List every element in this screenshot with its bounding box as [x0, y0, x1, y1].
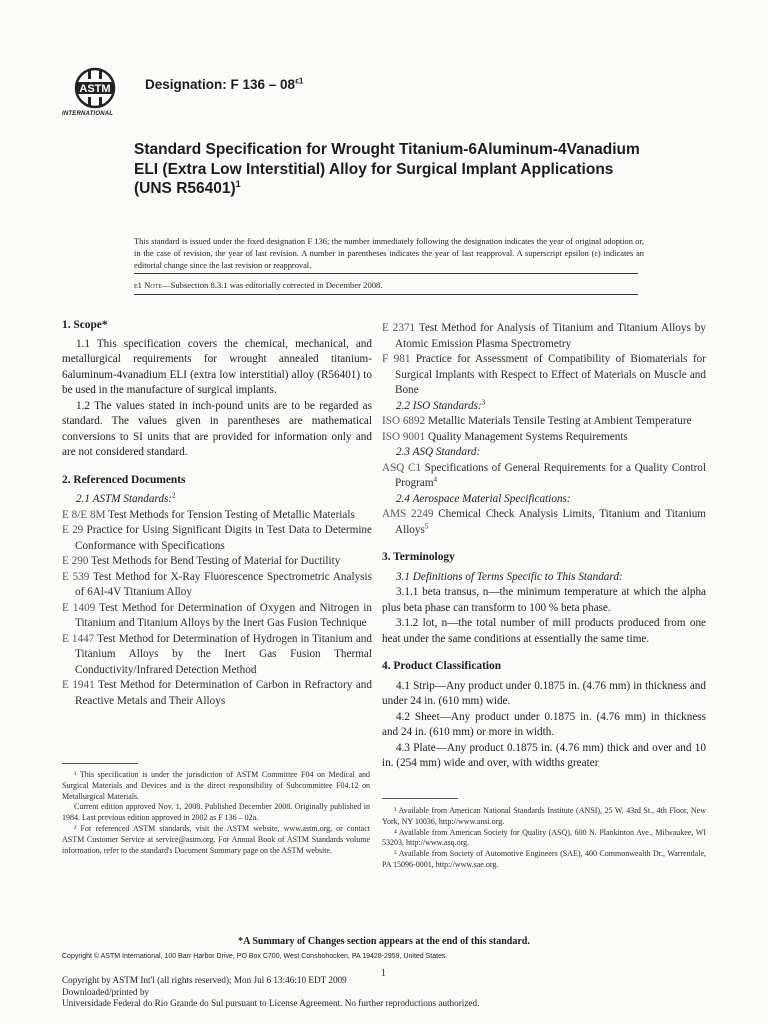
footnote: Current edition approved Nov. 1, 2008. Published December 2008. Originally published in 1984. Last previous edition approved in 2002 as F 136 – 02a.: [62, 802, 370, 823]
reference-item: [62, 601, 372, 632]
reference-item: [62, 678, 372, 709]
download-stamp: [62, 975, 479, 1010]
issuance-notice: This standard is issued under the fixed designation F 136; the number immediately following the designation indicates the year of original adoption or, in the case of revision, the year of last revision. A number in parentheses indicates the year of last reapproval. A superscript epsilon (ε) indicates an editorial change since the last revision or reapproval.: [134, 237, 644, 270]
section-heading: 4. Product Classification: [382, 660, 502, 672]
reference-item: [382, 414, 706, 430]
ref-title: Test Method for Analysis of Titanium and Titanium Alloys by Atomic Emission Plasma Spectrometry: [395, 322, 706, 350]
ref-title: Test Methods for Tension Testing of Metallic Materials: [105, 508, 355, 521]
ref-code: E 8/E 8M: [62, 508, 106, 521]
designation: [145, 77, 303, 92]
note-label: ε1 Note: [134, 280, 162, 290]
reference-item: [382, 461, 706, 492]
ref-code: E 1941: [62, 679, 95, 691]
reference-item: [382, 430, 706, 446]
astm-label: 2.1 ASTM Standards:: [76, 493, 173, 505]
footnote-divider: [62, 763, 138, 764]
ref-title: Quality Management Systems Requirements: [425, 430, 628, 443]
ref-title: Test Method for Determination of Hydrogen in Titanium and Titanium Alloys by the Inert Gas Fusion Thermal Conductivity/Infrared Detection Method: [75, 632, 372, 676]
aero-label: 2.4 Aerospace Material Specifications:: [396, 492, 571, 505]
ref-title: Test Methods for Bend Testing of Material for Ductility: [88, 555, 341, 567]
paragraph: 3.1.2 lot, n—the total number of mill products produced from one heat under the same conditions at essentially the same time.: [382, 617, 706, 645]
section-heading: 2. Referenced Documents: [62, 473, 186, 486]
iso-label: 2.2 ISO Standards:: [396, 399, 482, 412]
reference-item: [382, 507, 706, 538]
download-line: Copyright by ASTM Int'l (all rights reserved); Mon Jul 6 13:46:10 EDT 2009: [62, 975, 347, 985]
ref-code: ISO 6892: [382, 415, 426, 427]
ref-title: Test Method for X-Ray Fluorescence Spectrometric Analysis of 6Al-4V Titanium Alloy: [75, 570, 372, 598]
ref-code: AMS 2249: [382, 508, 434, 520]
ref-code: F 981: [382, 353, 411, 365]
reference-item: [382, 321, 706, 352]
svg-text:ASTM: ASTM: [79, 83, 111, 95]
ref-title: Test Method for Determination of Oxygen and Nitrogen in Titanium and Titanium Alloys by the Inert Gas Fusion Technique: [75, 601, 372, 629]
footnote-ref: 5: [424, 521, 429, 530]
download-line: Downloaded/printed by: [62, 986, 150, 997]
ref-code: E 1409: [62, 601, 96, 614]
left-column: [62, 318, 372, 709]
editorial-note: [134, 280, 383, 290]
ref-code: ASQ C1: [382, 461, 422, 474]
ref-title: Practice for Using Significant Digits in Test Data to Determine Conformance with Specifications: [75, 524, 372, 552]
copyright-line: Copyright © ASTM International, 100 Barr Harbor Drive, PO Box C700, West Conshohocken, PA 19428-2959, United States.: [62, 953, 448, 960]
ref-title: Practice for Assessment of Compatibility of Biomaterials for Surgical Implants with Respect to Effect of Materials on Muscle and Bone: [395, 353, 706, 396]
footnotes-left: [62, 770, 370, 856]
section-heading: 3. Terminology: [382, 551, 455, 563]
ref-title: Test Method for Determination of Carbon in Refractory and Reactive Metals and Their Alloys: [75, 679, 372, 707]
ref-code: E 1447: [62, 632, 95, 645]
ref-title: Specifications of General Requirements for a Quality Control Program: [395, 461, 706, 489]
footnotes-right: [382, 806, 706, 871]
term-definition-label: 3.1 Definitions of Terms Specific to This Standard:: [396, 570, 623, 583]
page-number: 1: [381, 968, 386, 979]
footnote-divider: [382, 798, 458, 799]
subsection-label: [382, 445, 706, 461]
section-heading: 1. Scope*: [62, 319, 108, 331]
reference-item: [62, 508, 372, 524]
ref-code: E 29: [62, 524, 84, 536]
right-column: [382, 321, 706, 772]
subsection-label: [62, 492, 372, 508]
paragraph: [382, 570, 706, 586]
footnote: ² For referenced ASTM standards, visit the ASTM website, www.astm.org, or contact ASTM Customer Service at service@astm.org. For Annual Book of ASTM Standards volume information, refer to the standard's Document Summary page on the ASTM website.: [62, 823, 370, 855]
title-sup: 1: [235, 178, 241, 189]
reference-item: [62, 523, 372, 554]
designation-sup: ε1: [295, 76, 304, 86]
footnote: ⁵ Available from Society of Automotive Engineers (SAE), 400 Commonwealth Dr., Warrendale, PA 15096-0001, http://www.sae.org.: [382, 849, 706, 869]
footnote-ref: 4: [433, 475, 438, 484]
reference-item: [62, 554, 372, 570]
astm-logo: [62, 64, 128, 122]
title-text: Standard Specification for Wrought Titanium-6Aluminum-4Vanadium ELI (Extra Low Interstitial) Alloy for Surgical Implant Applications (UNS R56401): [134, 141, 640, 197]
reference-item: [62, 632, 372, 679]
reference-item: [382, 352, 706, 399]
paragraph: 3.1.1 beta transus, n—the minimum temperature at which the alpha plus beta phase can transform to 100 % beta phase.: [382, 586, 706, 614]
paragraph: 4.2 Sheet—Any product under 0.1875 in. (4.76 mm) in thickness and 24 in. (610 mm) or more in width.: [382, 710, 706, 738]
ref-code: E 539: [62, 570, 90, 583]
ref-title: Metallic Materials Tensile Testing at Ambient Temperature: [425, 415, 692, 427]
paragraph: 4.1 Strip—Any product under 0.1875 in. (4.76 mm) in thickness and under 24 in. (610 mm) wide.: [382, 679, 706, 707]
summary-note: *A Summary of Changes section appears at the end of this standard.: [238, 936, 530, 947]
ref-code: E 290: [62, 555, 89, 567]
logo-label: INTERNATIONAL: [62, 111, 114, 117]
document-title: [134, 140, 654, 199]
ref-title: Chemical Check Analysis Limits, Titanium and Titanium Alloys: [395, 508, 706, 536]
paragraph: 1.2 The values stated in inch-pound units are to be regarded as standard. The values given in parentheses are mathematical conversions to SI units that are provided for information only and are not considered standard.: [62, 399, 372, 458]
footnote: ⁴ Available from American Society for Quality (ASQ), 600 N. Plankinton Ave., Milwaukee, WI 53203, http://www.asq.org.: [382, 827, 706, 848]
paragraph: 1.1 This specification covers the chemical, mechanical, and metallurgical requirements for wrought annealed titanium-6aluminum-4vanadium ELI (extra low interstitial) alloy (R56401) to be used in the manufacture of surgical implants.: [62, 337, 372, 396]
footnote-ref: 2: [172, 491, 176, 500]
subsection-label: [382, 399, 706, 415]
footnote: ³ Available from American National Standards Institute (ANSI), 25 W. 43rd St., 4th Floor, New York, NY 10036, http://www.ansi.org.: [382, 806, 706, 826]
ref-code: E 2371: [382, 322, 416, 334]
divider: [134, 273, 638, 274]
download-line: Universidade Federal do Rio Grande do Sul pursuant to License Agreement. No further reproductions authorized.: [62, 998, 480, 1008]
footnote: ¹ This specification is under the jurisdiction of ASTM Committee F04 on Medical and Surgical Materials and Devices and is the direct responsibility of Subcommittee F04.12 on Metallurgical Materials.: [62, 770, 370, 801]
asq-label: 2.3 ASQ Standard:: [396, 446, 481, 458]
designation-text: Designation: F 136 – 08: [145, 77, 296, 92]
note-text: —Subsection 8.3.1 was editorially corrected in December 2008.: [161, 280, 383, 290]
divider: [134, 294, 638, 295]
subsection-label: [382, 492, 706, 508]
paragraph: 4.3 Plate—Any product 0.1875 in. (4.76 mm) thick and over and 10 in. (254 mm) wide and over, with widths greater: [382, 741, 706, 769]
footnote-ref: 3: [481, 397, 486, 406]
reference-item: [62, 570, 372, 601]
ref-code: ISO 9001: [382, 430, 426, 443]
